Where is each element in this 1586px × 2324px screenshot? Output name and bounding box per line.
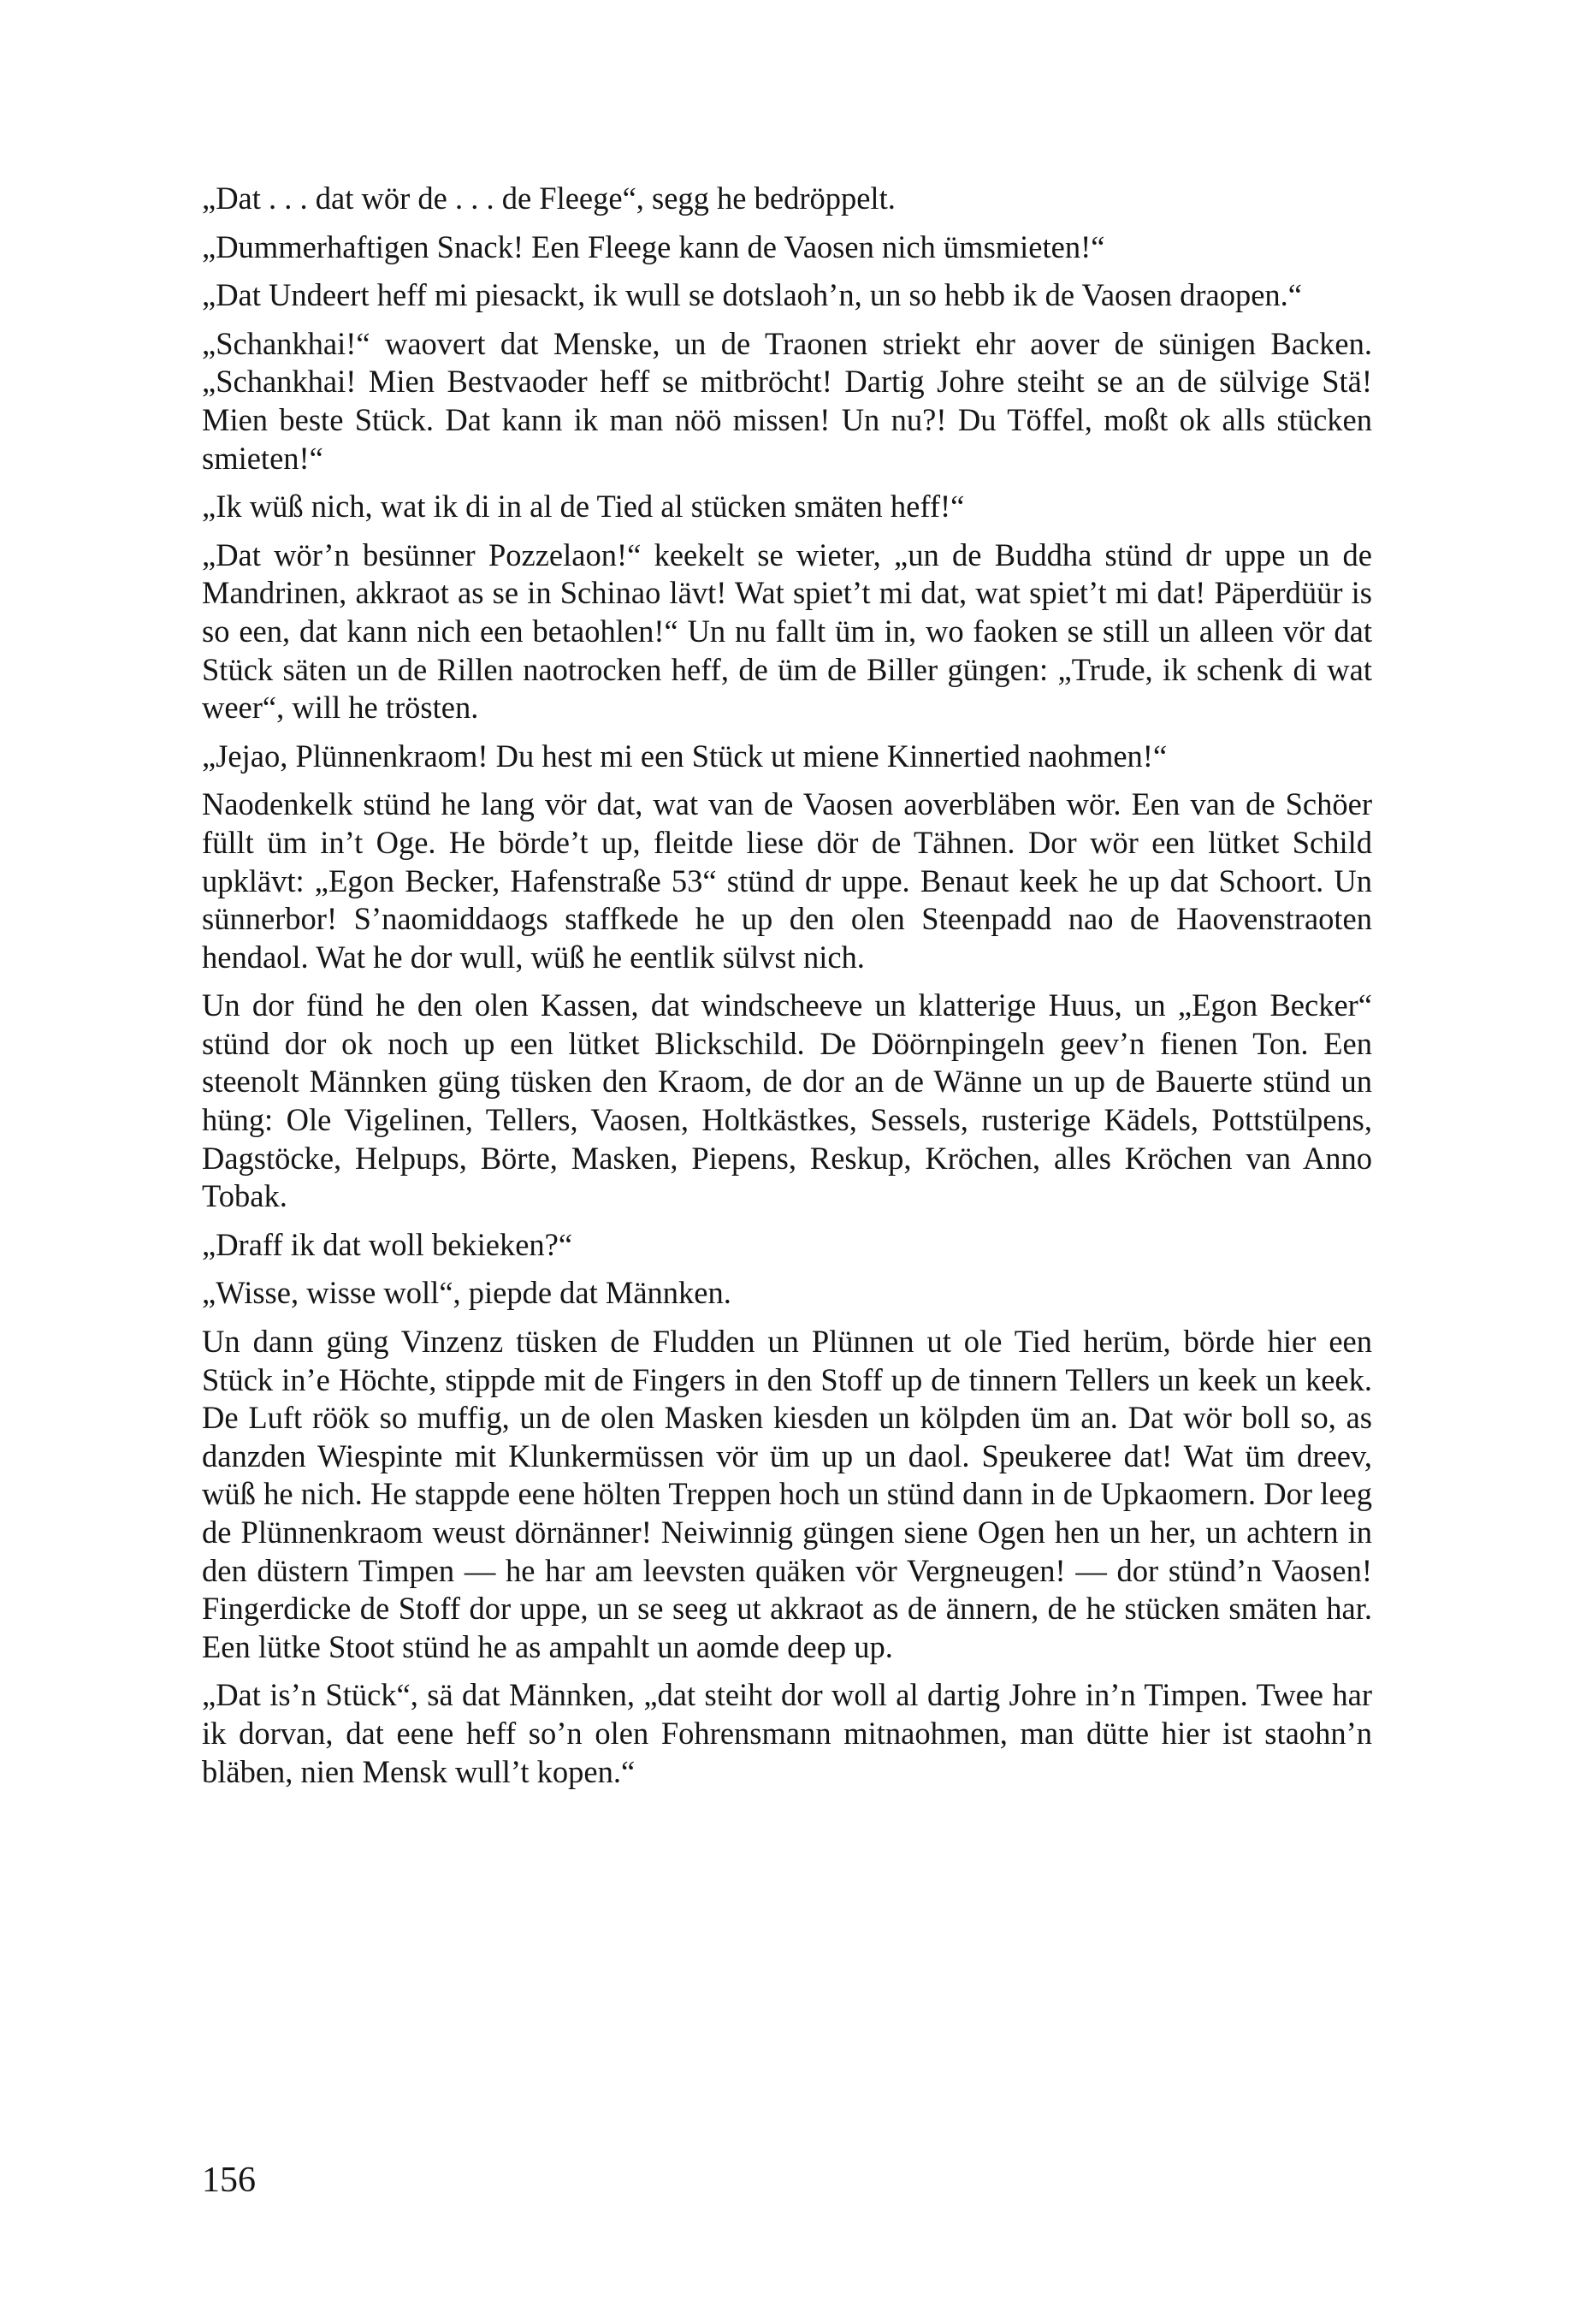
paragraph: „Dummerhaftigen Snack! Een Fleege kann de Vaosen nich ümsmieten!“ [202, 228, 1105, 264]
paragraph: „Wisse, wisse woll“, piepde dat Männken. [202, 1275, 731, 1311]
paragraph: „Jejao, Plünnenkraom! Du hest mi een Stück ut miene Kinnertied naohmen!“ [202, 738, 1168, 774]
paragraph: „Draff ik dat woll bekieken?“ [202, 1226, 573, 1262]
paragraph: „Ik wüß nich, wat ik di in al de Tied al stücken smäten heff!“ [202, 489, 965, 525]
paragraph: „Dat is’n Stück“, sä dat Männken, „dat steiht dor woll al dartig Johre in’n Timpen. Twee har ik dorvan, dat eene heff so’n olen Fohrensmann mitnaohmen, man dütte hier ist staohn’n bläben, nien Mensk wull’t kopen.“ [202, 1677, 1372, 1789]
page-number: 156 [202, 2161, 256, 2200]
paragraph: „Dat . . . dat wör de . . . de Fleege“, segg he bedröppelt. [202, 181, 896, 216]
paragraph: Naodenkelk stünd he lang vör dat, wat van de Vaosen aoverbläben wör. Een van de Schöer füllt üm in’t Oge. He börde’t up, fleitde liese dör de Tähnen. Dor wör een lütket Schild upklävt: „Egon Becker, Hafenstraße 53“ stünd dr uppe. Benaut keek he up dat Schoort. Un sünnerbor! S’naomiddaogs staffkede he up den olen Steenpadd nao de Haovenstraoten hendaol. Wat he dor wull, wüß he eentlik sülvst nich. [202, 786, 1372, 975]
paragraph: „Schankhai!“ waovert dat Menske, un de Traonen striekt ehr aover de sünigen Backen. „Schankhai! Mien Bestvaoder heff se mitbröcht! Dartig Johre steiht se an de sülvige Stä! Mien beste Stück. Dat kann ik man nöö missen! Un nu?! Du Töffel, moßt ok alls stücken smieten!“ [202, 325, 1372, 476]
paragraph: Un dann güng Vinzenz tüsken de Fludden un Plünnen ut ole Tied herüm, börde hier een Stück in’e Höchte, stippde mit de Fingers in den Stoff up de tinnern Tellers un keek un keek. De Luft röök so muffig, un de olen Masken kiesden un kölpden üm an. Dat wör boll so, as danzden Wiespinte mit Klunkermüssen vör üm up un daol. Speukeree dat! Wat üm dreev, wüß he nich. He stappde eene hölten Treppen hoch un stünd dann in de Upkaomern. Dor leeg de Plünnenkraom weust dörnänner! Neiwinnig güngen siene Ogen hen un her, un achtern in den düstern Timpen — he har am leevsten quäken vör Vergneugen! — dor stünd’n Vaosen! Fingerdicke de Stoff dor uppe, un se seeg ut akkraot as de ännern, de he stücken smäten har. Een lütke Stoot stünd he as ampahlt un aomde deep up. [202, 1324, 1372, 1664]
body-text [202, 180, 1372, 1801]
paragraph: „Dat Undeert heff mi piesackt, ik wull se dotslaoh’n, un so hebb ik de Vaosen draopen.“ [202, 277, 1302, 313]
paragraph: Un dor fünd he den olen Kassen, dat windscheeve un klatterige Huus, un „Egon Becker“ stünd dor ok noch up een lütket Blickschild. De Döörnpingeln geev’n fienen Ton. Een steenolt Männken güng tüsken den Kraom, de dor an de Wänne un up de Bauerte stünd un hüng: Ole Vigelinen, Tellers, Vaosen, Holtkästkes, Sessels, rusterige Kädels, Pottstülpens, Dagstöcke, Helpups, Börte, Masken, Piepens, Reskup, Kröchen, alles Kröchen van Anno Tobak. [202, 987, 1372, 1214]
paragraph: „Dat wör’n besünner Pozzelaon!“ keekelt se wieter, „un de Buddha stünd dr uppe un de Mandrinen, akkraot as se in Schinao lävt! Wat spiet’t mi dat, wat spiet’t mi dat! Päperdüür is so een, dat kann nich een betaohlen!“ Un nu fallt üm in, wo faoken se still un alleen vör dat Stück säten un de Rillen naotrocken heff, de üm de Biller güngen: „Trude, ik schenk di wat weer“, will he trösten. [202, 537, 1372, 726]
